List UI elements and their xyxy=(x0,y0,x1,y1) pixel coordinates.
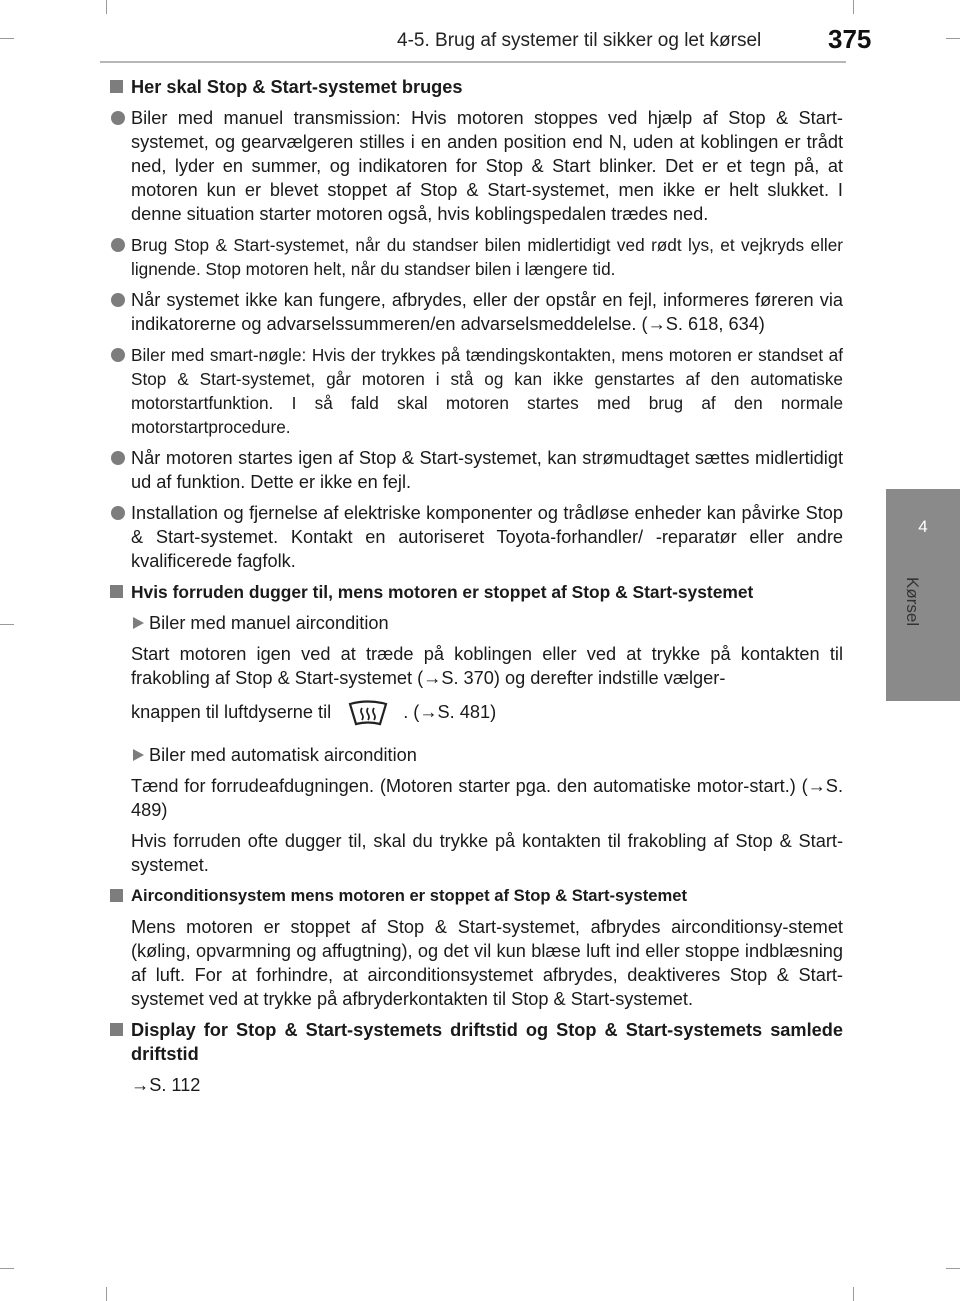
chapter-label: Kørsel xyxy=(903,577,922,627)
paragraph: Start motoren igen ved at træde på koblingen eller ved at trykke på kontakten til frakobling af Stop & Start-systemet (→S. 370) og derefter indstille vælger- xyxy=(131,644,843,688)
page-content xyxy=(108,75,843,1097)
paragraph xyxy=(108,690,843,736)
paragraph-text: . (→S. 481) xyxy=(403,701,497,722)
list-item-text: Brug Stop & Start-systemet, når du standser bilen midlertidigt ved rødt lys, et vejkryds eller lignende. Stop motoren helt, når du standser bilen i længere tid. xyxy=(131,235,843,279)
crop-mark xyxy=(106,1287,107,1301)
heading-text: Her skal Stop & Start-systemet bruges xyxy=(131,77,463,97)
chapter-number: 4 xyxy=(918,517,928,536)
circle-bullet-icon xyxy=(111,451,125,465)
paragraph: Mens motoren er stoppet af Stop & Start-systemet, afbrydes airconditionsy-stemet (køling, opvarmning og affugtning), og det vil kun blæse luft ind eller stoppe indblæsning af luft. For at forhindre, at airconditionsystemet afbrydes, deaktiveres Stop & Start-systemet ved at trykke på afbryderkontakten til Stop & Start-systemet. xyxy=(131,917,843,1009)
heading-text: Airconditionsystem mens motoren er stoppet af Stop & Start-systemet xyxy=(131,886,687,905)
list-item-text: Når systemet ikke kan fungere, afbrydes, eller der opstår en fejl, informeres føreren via indikatorerne og advarselssummeren/en advarselsmeddelelse. (→S. 618, 634) xyxy=(131,290,843,334)
subheading-text: Biler med automatisk aircondition xyxy=(149,745,417,765)
list-item-text: Biler med manuel transmission: Hvis motoren stoppes ved hjælp af Stop & Start-systemet, og gearvælgeren stilles i en anden position end N, uden at koblingen er trådt ned, lyder en summer, og indikatoren for Stop & Start blinker. Det er et tegn på, at motoren kun er blevet stoppet af Stop & Start-systemet, men ikke er helt slukket. I denne situation starter motoren også, hvis koblingspedalen trædes ned. xyxy=(131,108,843,224)
list-item-text: Biler med smart-nøgle: Hvis der trykkes på tændingskontakten, mens motoren er standset af Stop & Start-systemet, går motoren i stå og kan ikke genstartes af den automatiske motorstartfunktion. I så fald skal motoren startes med brug af den normale motorstartprocedure. xyxy=(131,345,843,437)
header-divider xyxy=(100,61,846,63)
paragraph: Hvis forruden ofte dugger til, skal du trykke på kontakten til frakobling af Stop & Start-systemet. xyxy=(131,831,843,875)
square-bullet-icon xyxy=(110,80,123,93)
subheading xyxy=(108,611,843,635)
page-reference: →S. 112 xyxy=(131,1075,201,1095)
triangle-marker-icon xyxy=(133,617,144,629)
circle-bullet-icon xyxy=(111,238,125,252)
square-bullet-icon xyxy=(110,1023,123,1036)
crop-mark xyxy=(946,1268,960,1269)
section-heading xyxy=(108,1018,843,1066)
subheading xyxy=(108,743,843,767)
section-heading xyxy=(108,884,843,908)
paragraph-text: knappen til luftdyserne til xyxy=(131,701,332,722)
triangle-marker-icon xyxy=(133,749,144,761)
list-item xyxy=(108,446,843,494)
section-heading xyxy=(108,75,843,99)
square-bullet-icon xyxy=(110,889,123,902)
list-item xyxy=(108,501,843,573)
chapter-tab xyxy=(886,489,960,701)
circle-bullet-icon xyxy=(111,348,125,362)
heading-text: Display for Stop & Start-systemets driftstid og Stop & Start-systemets samlede driftstid xyxy=(131,1020,843,1064)
crop-mark xyxy=(853,1287,854,1301)
list-item xyxy=(108,106,843,226)
page-header xyxy=(0,0,960,62)
list-item-text: Når motoren startes igen af Stop & Start-systemet, kan strømudtaget sættes midlertidigt ud af funktion. Dette er ikke en fejl. xyxy=(131,448,843,492)
square-bullet-icon xyxy=(110,585,123,598)
heading-text: Hvis forruden dugger til, mens motoren er stoppet af Stop & Start-systemet xyxy=(131,582,754,602)
subheading-text: Biler med manuel aircondition xyxy=(149,613,389,633)
list-item xyxy=(108,343,843,439)
list-item xyxy=(108,288,843,336)
section-title: 4-5. Brug af systemer til sikker og let kørsel xyxy=(397,30,762,51)
section-heading xyxy=(108,580,843,604)
circle-bullet-icon xyxy=(111,111,125,125)
circle-bullet-icon xyxy=(111,293,125,307)
paragraph: Tænd for forrudeafdugningen. (Motoren starter pga. den automatiske motor-start.) (→S. 489) xyxy=(131,776,843,820)
crop-mark xyxy=(0,624,14,625)
circle-bullet-icon xyxy=(111,506,125,520)
windshield-defroster-icon xyxy=(345,698,391,728)
list-item xyxy=(108,233,843,281)
page-number: 375 xyxy=(828,24,872,54)
list-item-text: Installation og fjernelse af elektriske komponenter og trådløse enheder kan påvirke Stop & Start-systemet. Kontakt en autoriseret Toyota-forhandler/ -reparatør eller andre kvalificerede fagfolk. xyxy=(131,503,843,571)
crop-mark xyxy=(0,1268,14,1269)
